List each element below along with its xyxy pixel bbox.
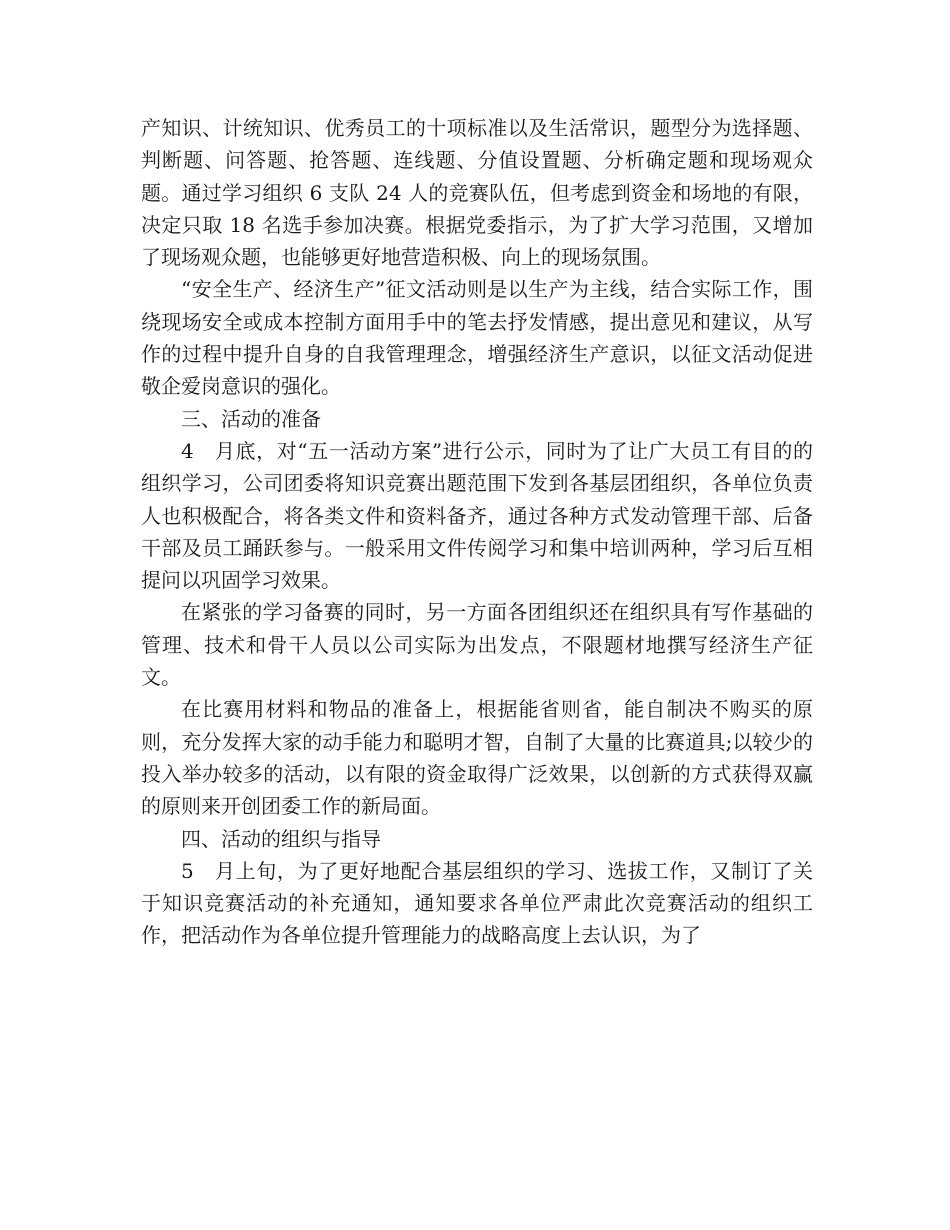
section-heading-preparation: 三、活动的准备 [181,406,321,431]
paragraph-materials: 在比赛用材料和物品的准备上，根据能省则省，能自制决不购买的原则，充分发挥大家的动手能力和聪明才智，自制了大量的比赛道具;以较少的投入举办较多的活动，以有限的资金取得广泛效果，以创新的方式获得双赢的原则来开创团委工作的新局面。 [141,697,813,819]
paragraph-essay-writing: 在紧张的学习备赛的同时，另一方面各团组织还在组织具有写作基础的管理、技术和骨干人员以公司实际为出发点，不限题材地撰写经济生产征文。 [141,600,813,690]
paragraph-continued: 产知识、计统知识、优秀员工的十项标准以及生活常识，题型分为选择题、判断题、问答题、抢答题、连线题、分值设置题、分析确定题和现场观众题。通过学习组织 6 支队 24 人的竞赛队伍，但考虑到资金和场地的有限，决定只取 18 名选手参加决赛。根据党委指示，为了扩大学习范围，又增加了现场观众题，也能够更好地营造积极、向上的现场氛围。 [141,116,813,270]
paragraph-essay-activity: “安全生产、经济生产”征文活动则是以生产为主线，结合实际工作，围绕现场安全或成本控制方面用手中的笔去抒发情感，提出意见和建议，从写作的过程中提升自身的自我管理理念，增强经济生产意识，以征文活动促进敬企爱岗意识的强化。 [141,277,813,399]
paragraph-april-announcement: 4 月底，对“五一活动方案”进行公示，同时为了让广大员工有目的的组织学习，公司团委将知识竞赛出题范围下发到各基层团组织，各单位负责人也积极配合，将各类文件和资料备齐，通过各种方式发动管理干部、后备干部及员工踊跃参与。一般采用文件传阅学习和集中培训两种，学习后互相提问以巩固学习效果。 [141,438,813,593]
section-heading-organization: 四、活动的组织与指导 [181,826,381,851]
document-body [141,112,813,952]
paragraph-may-notice: 5 月上旬，为了更好地配合基层组织的学习、选拔工作，又制订了关于知识竞赛活动的补充通知，通知要求各单位严肃此次竞赛活动的组织工作，把活动作为各单位提升管理能力的战略高度上去认识，为了 [141,858,813,948]
